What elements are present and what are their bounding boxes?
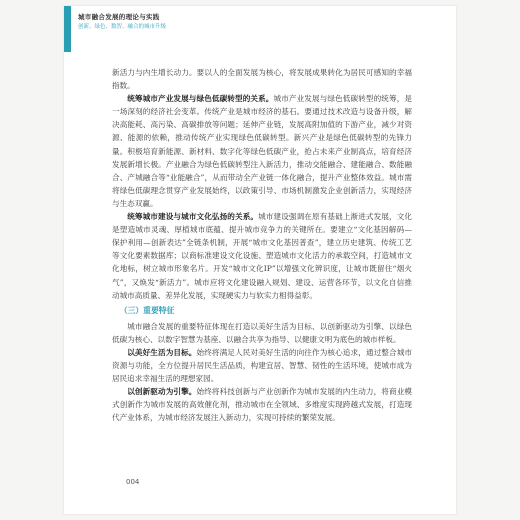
paragraph: 新活力与内生增长动力。要以人的全面发展为核心，将发展成果转化为居民可感知的幸福指数。 — [112, 68, 412, 91]
section-intro: 城市融合发展的重要特征体现在打造以美好生活为目标、以创新驱动为引擎、以绿色低碳为核心、以数字智慧为基座、以融合共享为指导、以健康文明为底色的城市样板。 — [112, 321, 412, 344]
paragraph — [112, 92, 412, 210]
book-page — [64, 6, 456, 514]
page-number: 004 — [126, 478, 140, 486]
paragraph — [112, 210, 412, 302]
item-text: 始终将科技创新与产业创新作为城市发展的内生动力，将商业模式创新作为城市发展的高效催化剂，推动城市在全领域、多维度实现跨越式发展，打造现代产业体系，为城市经济发展注入新动力，实现可持续的繁荣发展。 — [112, 387, 413, 423]
section-item — [112, 346, 412, 385]
body-text — [112, 66, 412, 425]
running-subtitle: 创新、绿色、数智、融合的城市升级 — [78, 24, 167, 30]
section-item — [112, 385, 412, 424]
running-title: 城市融合发展的理论与实践 — [78, 13, 160, 21]
item-text: 始终将满足人民对美好生活的向往作为核心追求，通过整合城市资源与功能，全方位提升居民生活品质，构建宜居、智慧、韧性的生活环境，使城市成为居民追求幸福生活的理想家园。 — [112, 347, 413, 384]
paragraph-text: 城市建设强调在原有基础上渐进式发展，文化是塑造城市灵魂、厚植城市底蕴、提升城市竞争力的关键所在。要建立“文化基因解码—保护利用—创新表达”全链条机制，开展“城市文化基因普查”，建立历史建筑、传统工艺等文化要素数据库；以商标准建设文化设施、塑造城市文化活力的承载空间，打造城市文化地标，树立城市形象名片。开发“城市文化IP”以增强文化辨识度，让城市既留住“烟火气”，又焕发“新活力”。城市应将文化建设融入规划、建设、运营各环节，以文化自信推动城市高质量、差异化发展，实现硬实力与软实力相得益彰。 — [112, 212, 413, 300]
item-lead: 以创新驱动为引擎。 — [127, 387, 197, 397]
paragraph-lead: 统筹城市建设与城市文化弘扬的关系。 — [127, 212, 259, 222]
paragraph-lead: 统筹城市产业发展与绿色低碳转型的关系。 — [127, 94, 274, 104]
header-accent-bar — [64, 6, 71, 52]
item-lead: 以美好生活为目标。 — [127, 347, 197, 357]
paragraph-text: 城市产业发展与绿色低碳转型的统筹，是一场深刻的经济社会变革。传统产业是城市经济的基石。要通过技术改造与设备升级，解决高能耗、高污染、高碳排放等问题；延伸产业链，发展高附加值的下游产业，减少对资源、能源的依赖，推动传统产业实现绿色低碳转型。新兴产业是绿色低碳转型的先锋力量。积极培育新能源、新材料、数字化等绿色低碳产业，抢占未来产业制高点，培育经济发展新增长极。产业融合为绿色低碳转型注入新活力，推动交能融合、建能融合、数能融合、产城融合等“业能融合”，从而带动全产业链一体化融合，提升产业整体效益。城市需将绿色低碳理念贯穿产业发展始终，以政策引导、市场机制激发企业创新活力，实现经济与生态双赢。 — [112, 94, 413, 208]
section-heading: （三）重要特征 — [119, 305, 175, 315]
